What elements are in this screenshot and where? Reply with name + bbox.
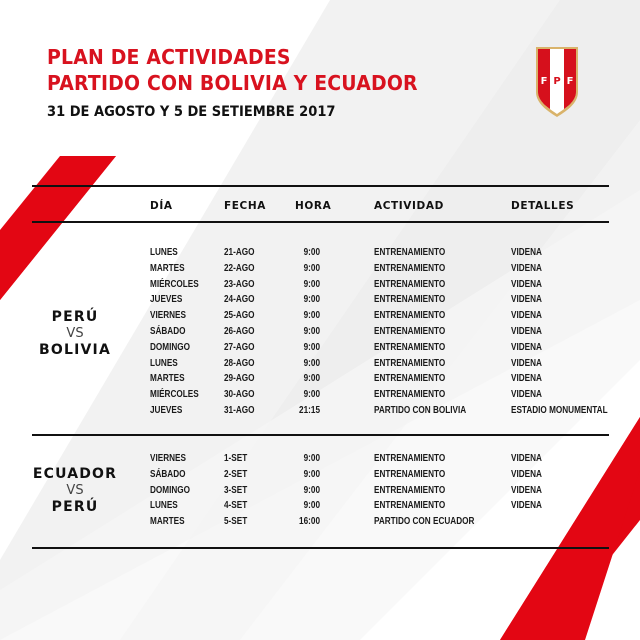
cell-dia: VIERNES: [150, 309, 186, 322]
cell-detalles: ESTADIO MONUMENTAL: [511, 404, 608, 416]
cell-hora: 9:00: [303, 483, 320, 496]
team-top: PERÚ: [51, 309, 99, 325]
cell-actividad: PARTIDO CON BOLIVIA: [374, 404, 467, 416]
svg-text:F: F: [566, 76, 574, 87]
column-header-dia: DÍA: [150, 200, 173, 212]
cell-hora: 9:00: [303, 388, 320, 401]
cell-actividad: ENTRENAMIENTO: [374, 261, 446, 274]
team-bottom: PERÚ: [51, 499, 99, 515]
column-header-detalles: DETALLES: [511, 200, 575, 212]
fpf-crest-logo: [535, 46, 579, 118]
cell-fecha: 21-AGO: [224, 246, 255, 258]
team-top: ECUADOR: [32, 466, 118, 482]
cell-dia: JUEVES: [150, 404, 183, 416]
cell-actividad: ENTRENAMIENTO: [374, 340, 446, 353]
column-header-actividad: ACTIVIDAD: [374, 200, 444, 212]
cell-dia: MARTES: [150, 515, 185, 528]
cell-detalles: VIDENA: [511, 340, 542, 353]
cell-hora: 9:00: [303, 277, 320, 290]
cell-detalles: VIDENA: [511, 356, 542, 369]
cell-hora: 9:00: [303, 356, 320, 369]
cell-detalles: VIDENA: [511, 293, 542, 306]
cell-actividad: ENTRENAMIENTO: [374, 483, 446, 496]
cell-fecha: 31-AGO: [224, 404, 255, 416]
matchup-ecuador-vs-peru: [20, 466, 130, 516]
cell-actividad: ENTRENAMIENTO: [374, 293, 446, 306]
cell-detalles: VIDENA: [511, 277, 542, 290]
column-header-hora: HORA: [295, 200, 332, 212]
cell-actividad: ENTRENAMIENTO: [374, 372, 446, 385]
cell-fecha: 4-SET: [224, 499, 248, 512]
svg-text:F: F: [540, 76, 548, 87]
cell-detalles: VIDENA: [511, 372, 542, 385]
cell-detalles: VIDENA: [511, 309, 542, 322]
cell-dia: MIÉRCOLES: [150, 388, 199, 401]
cell-fecha: 28-AGO: [224, 356, 255, 369]
cell-fecha: 25-AGO: [224, 309, 255, 322]
cell-actividad: ENTRENAMIENTO: [374, 452, 446, 464]
cell-hora: 9:00: [303, 452, 320, 464]
vs-label: VS: [66, 483, 84, 498]
cell-dia: MARTES: [150, 261, 185, 274]
cell-actividad: ENTRENAMIENTO: [374, 277, 446, 290]
cell-dia: LUNES: [150, 356, 178, 369]
cell-actividad: ENTRENAMIENTO: [374, 499, 446, 512]
cell-hora: 16:00: [299, 515, 320, 528]
title-line-2: PARTIDO CON BOLIVIA Y ECUADOR: [47, 71, 418, 95]
cell-detalles: VIDENA: [511, 467, 542, 480]
cell-detalles: VIDENA: [511, 325, 542, 337]
divider-section: [32, 434, 609, 436]
cell-fecha: 30-AGO: [224, 388, 255, 401]
divider-top: [32, 185, 609, 187]
cell-fecha: 2-SET: [224, 467, 248, 480]
cell-dia: LUNES: [150, 499, 178, 512]
cell-hora: 9:00: [303, 325, 320, 337]
cell-actividad: PARTIDO CON ECUADOR: [374, 515, 475, 528]
cell-dia: VIERNES: [150, 452, 186, 464]
cell-dia: SÁBADO: [150, 325, 186, 337]
cell-detalles: VIDENA: [511, 246, 542, 258]
cell-actividad: ENTRENAMIENTO: [374, 356, 446, 369]
cell-actividad: ENTRENAMIENTO: [374, 467, 446, 480]
matchup-peru-vs-bolivia: [20, 309, 130, 359]
cell-detalles: VIDENA: [511, 452, 542, 464]
cell-fecha: 23-AGO: [224, 277, 255, 290]
cell-dia: MIÉRCOLES: [150, 277, 199, 290]
svg-text:P: P: [553, 76, 561, 87]
cell-hora: 9:00: [303, 340, 320, 353]
cell-dia: MARTES: [150, 372, 185, 385]
cell-hora: 9:00: [303, 261, 320, 274]
team-bottom: BOLIVIA: [39, 342, 111, 358]
cell-dia: DOMINGO: [150, 483, 191, 496]
cell-actividad: ENTRENAMIENTO: [374, 246, 446, 258]
cell-hora: 9:00: [303, 293, 320, 306]
cell-hora: 9:00: [303, 467, 320, 480]
cell-dia: DOMINGO: [150, 340, 191, 353]
cell-dia: SÁBADO: [150, 467, 186, 480]
cell-hora: 9:00: [303, 372, 320, 385]
cell-hora: 9:00: [303, 309, 320, 322]
title-block: [47, 44, 450, 122]
cell-fecha: 3-SET: [224, 483, 248, 496]
cell-fecha: 26-AGO: [224, 325, 255, 337]
subtitle-dates: 31 DE AGOSTO Y 5 DE SETIEMBRE 2017: [47, 104, 336, 120]
cell-detalles: VIDENA: [511, 388, 542, 401]
cell-fecha: 29-AGO: [224, 372, 255, 385]
divider-header-bottom: [32, 221, 609, 223]
cell-hora: 9:00: [303, 246, 320, 258]
cell-detalles: VIDENA: [511, 499, 542, 512]
divider-bottom: [32, 547, 609, 549]
column-header-fecha: FECHA: [224, 200, 266, 212]
cell-fecha: 1-SET: [224, 452, 248, 464]
cell-dia: JUEVES: [150, 293, 183, 306]
cell-hora: 9:00: [303, 499, 320, 512]
cell-dia: LUNES: [150, 246, 178, 258]
cell-hora: 21:15: [299, 404, 320, 416]
cell-fecha: 24-AGO: [224, 293, 255, 306]
cell-fecha: 5-SET: [224, 515, 248, 528]
title-line-1: PLAN DE ACTIVIDADES: [47, 45, 291, 69]
cell-detalles: VIDENA: [511, 261, 542, 274]
cell-fecha: 22-AGO: [224, 261, 255, 274]
cell-fecha: 27-AGO: [224, 340, 255, 353]
cell-actividad: ENTRENAMIENTO: [374, 388, 446, 401]
vs-label: VS: [66, 326, 84, 341]
cell-actividad: ENTRENAMIENTO: [374, 325, 446, 337]
cell-actividad: ENTRENAMIENTO: [374, 309, 446, 322]
cell-detalles: VIDENA: [511, 483, 542, 496]
